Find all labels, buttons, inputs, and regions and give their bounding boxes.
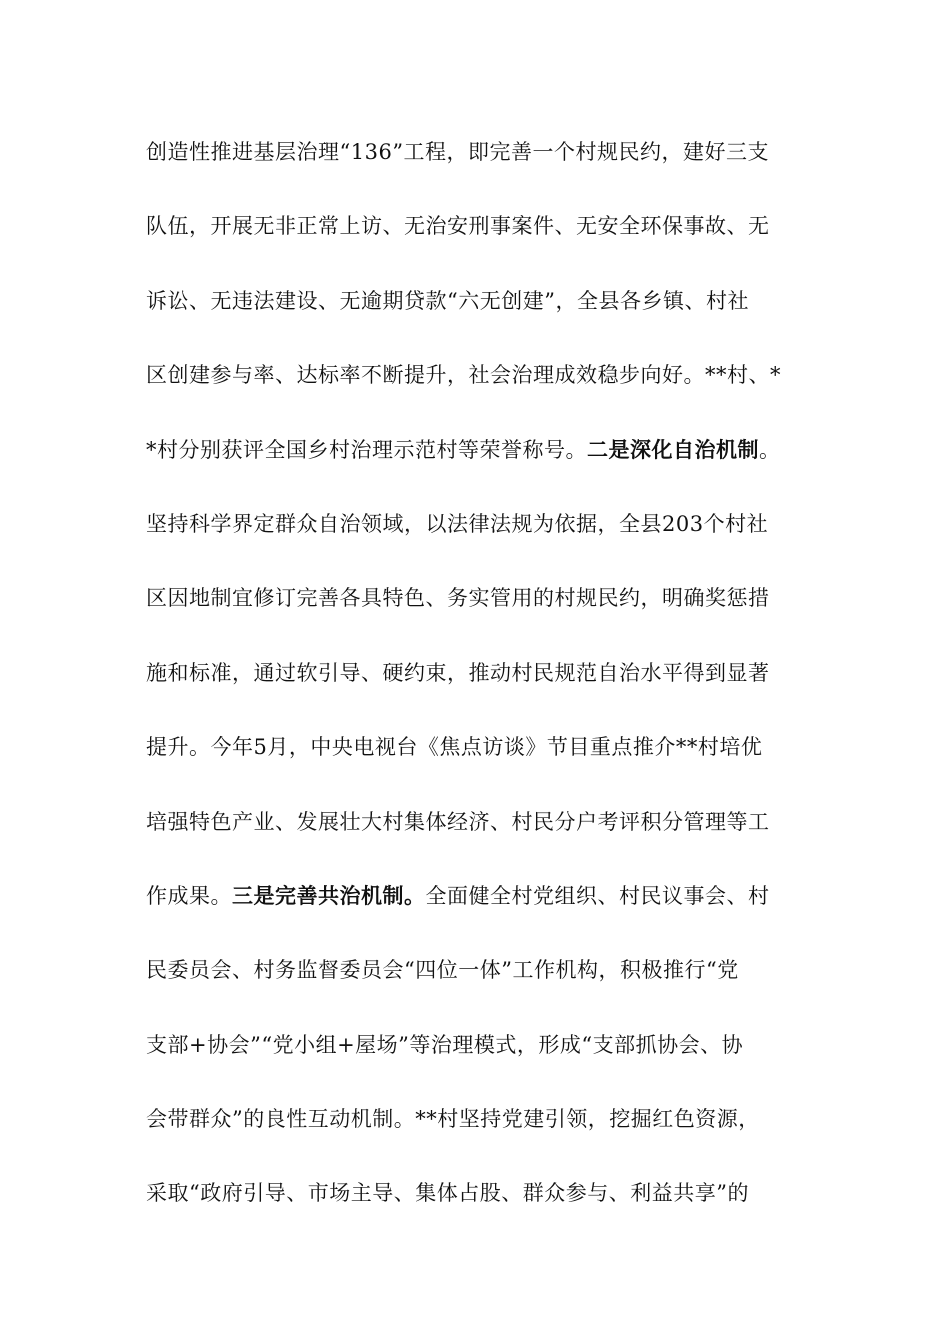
text-line: [146, 872, 806, 946]
text-line: [146, 202, 806, 276]
bold-heading-span: 三是完善共治机制。: [232, 882, 426, 908]
text-line: [146, 946, 806, 1020]
text-line: [146, 798, 806, 872]
text-line: [146, 128, 806, 202]
text-span: 全面健全村党组织、村民议事会、村: [425, 883, 770, 908]
text-span: 提升。今年5月，中央电视台《焦点访谈》节目重点推介**村培优: [146, 735, 763, 760]
text-line: [146, 500, 806, 574]
text-span: 施和标准，通过软引导、硬约束，推动村民规范自治水平得到显著: [146, 660, 770, 685]
bold-heading-span: 二是深化自治机制: [587, 436, 759, 462]
text-span: 支部+协会”“党小组+屋场”等治理模式，形成“支部抓协会、协: [146, 1032, 744, 1057]
text-span: 。: [759, 437, 781, 462]
text-span: 队伍，开展无非正常上访、无治安刑事案件、无安全环保事故、无: [146, 214, 770, 239]
text-span: 民委员会、村务监督委员会“四位一体”工作机构，积极推行“党: [146, 958, 739, 983]
text-span: 区创建参与率、达标率不断提升，社会治理成效稳步向好。**村、*: [146, 363, 781, 388]
text-line: [146, 1169, 806, 1243]
text-line: [146, 723, 806, 797]
text-span: 区因地制宜修订完善各具特色、务实管用的村规民约，明确奖惩措: [146, 586, 770, 611]
text-span: *村分别获评全国乡村治理示范村等荣誉称号。: [146, 437, 587, 462]
text-span: 作成果。: [146, 883, 232, 908]
text-line: [146, 351, 806, 425]
text-line: [146, 277, 806, 351]
text-span: 会带群众”的良性互动机制。**村坚持党建引领，挖掘红色资源，: [146, 1107, 760, 1132]
text-line: [146, 1021, 806, 1095]
text-line: [146, 1095, 806, 1169]
text-span: 培强特色产业、发展壮大村集体经济、村民分户考评积分管理等工: [146, 809, 770, 834]
text-line: [146, 649, 806, 723]
text-span: 坚持科学界定群众自治领域，以法律法规为依据，全县203个村社: [146, 511, 769, 536]
text-line: [146, 426, 806, 500]
text-span: 创造性推进基层治理“136”工程，即完善一个村规民约，建好三支: [146, 140, 770, 164]
text-line: [146, 574, 806, 648]
text-span: 采取“政府引导、市场主导、集体占股、群众参与、利益共享”的: [146, 1181, 749, 1206]
body-text: [146, 128, 806, 1244]
text-span: 诉讼、无违法建设、无逾期贷款“六无创建”，全县各乡镇、村社: [146, 288, 749, 313]
